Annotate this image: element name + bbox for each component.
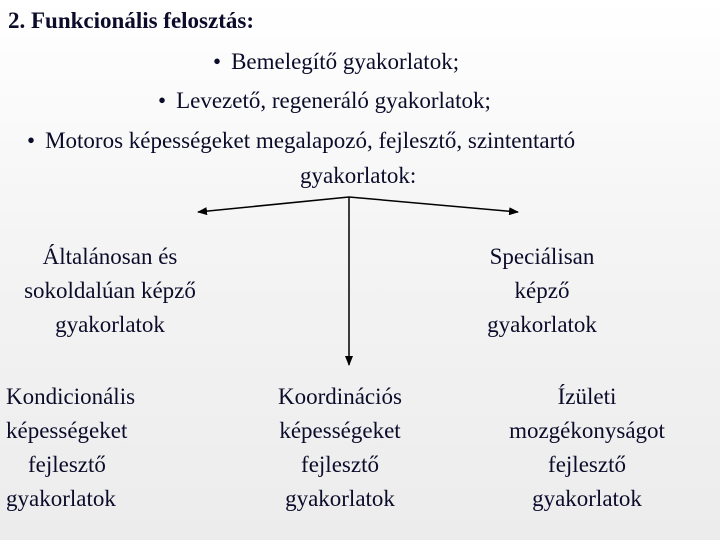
category-line-1: Kondicionális	[6, 384, 136, 409]
category-kondicionalis	[0, 380, 176, 516]
category-line-4: gyakorlatok	[532, 486, 642, 511]
category-izuleti	[482, 380, 692, 516]
bullet-text: Bemelegítő gyakorlatok;	[231, 49, 460, 74]
category-line-3: fejlesztő	[301, 452, 379, 477]
category-line-2: képességeket	[6, 418, 128, 443]
arrow-to-left-branch	[198, 197, 349, 212]
category-line-1: Ízületi	[557, 384, 617, 409]
arrow-to-right-branch	[349, 197, 518, 212]
branch-left-line-1: Általánosan és	[42, 244, 178, 269]
branch-left-line-3: gyakorlatok	[55, 312, 165, 337]
category-koordinacios	[250, 380, 430, 516]
bullet-text: Levezető, regeneráló gyakorlatok;	[176, 88, 491, 113]
category-line-1: Koordinációs	[278, 384, 402, 409]
branch-right-line-3: gyakorlatok	[487, 312, 597, 337]
bullet-continuation: gyakorlatok:	[300, 163, 417, 188]
bullet-glyph: •	[213, 49, 222, 74]
branch-left-line-2: sokoldalúan képző	[24, 278, 196, 303]
branch-left	[0, 240, 220, 342]
bullet-glyph: •	[27, 128, 36, 153]
category-line-2: képességeket	[279, 418, 401, 443]
branch-right-line-1: Speciálisan	[489, 244, 595, 269]
category-line-2: mozgékonyságot	[509, 418, 665, 443]
slide-title: 2. Funkcionális felosztás:	[8, 8, 254, 33]
branch-right	[462, 240, 622, 342]
bullet-text: Motoros képességeket megalapozó, fejlesztő, szintentartó	[45, 128, 576, 153]
category-line-4: gyakorlatok	[285, 486, 395, 511]
branch-right-line-2: képző	[514, 278, 570, 303]
category-line-3: fejlesztő	[548, 452, 626, 477]
category-line-3: fejlesztő	[28, 452, 106, 477]
bullet-glyph: •	[158, 88, 167, 113]
category-line-4: gyakorlatok	[6, 486, 116, 511]
